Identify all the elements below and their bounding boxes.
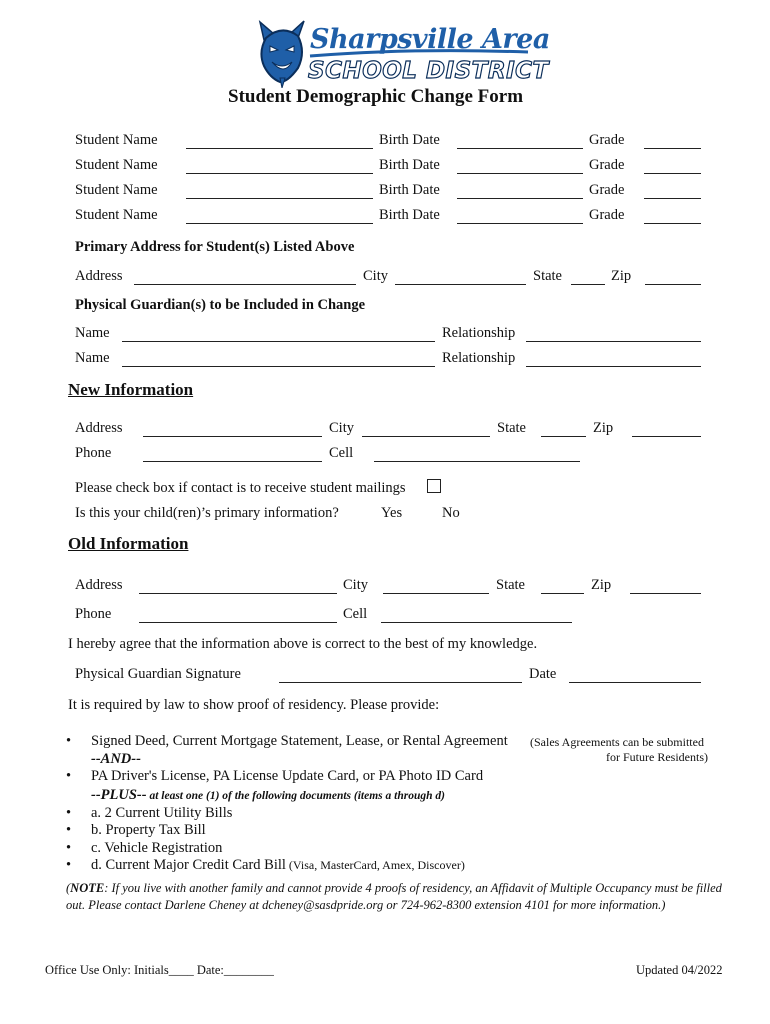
old-phone-label: Phone — [75, 606, 112, 622]
bullet-icon: • — [66, 857, 72, 873]
student-name-field[interactable] — [186, 198, 373, 199]
old-address-field[interactable] — [139, 593, 337, 594]
old-zip-field[interactable] — [630, 593, 701, 594]
old-address-label: Address — [75, 577, 123, 593]
guardian-name-field[interactable] — [122, 341, 435, 342]
proof-item-b: b. Property Tax Bill — [91, 822, 206, 838]
student-name-label: Student Name — [75, 182, 158, 198]
new-cell-label: Cell — [329, 445, 354, 461]
guardian-name-label: Name — [75, 350, 110, 366]
plus-label: --PLUS-- — [91, 787, 147, 803]
new-address-label: Address — [75, 420, 123, 436]
primary-state-label: State — [533, 268, 562, 284]
primary-state-field[interactable] — [571, 284, 605, 285]
student-name-label: Student Name — [75, 157, 158, 173]
primary-zip-label: Zip — [611, 268, 632, 284]
guardian-name-label: Name — [75, 325, 110, 341]
proof-item-license: PA Driver's License, PA License Update Card, or PA Photo ID Card — [91, 768, 484, 784]
signature-field[interactable] — [279, 682, 522, 683]
birth-date-label: Birth Date — [379, 132, 440, 148]
guardian-relationship-field[interactable] — [526, 366, 701, 367]
grade-field[interactable] — [644, 198, 701, 199]
guardians-heading: Physical Guardian(s) to be Included in Change — [75, 297, 366, 313]
mailings-checkbox[interactable] — [427, 479, 441, 493]
guardian-relationship-label: Relationship — [442, 325, 516, 341]
birth-date-field[interactable] — [457, 223, 583, 224]
old-state-label: State — [496, 577, 525, 593]
primary-zip-field[interactable] — [645, 284, 701, 285]
student-name-field[interactable] — [186, 148, 373, 149]
proof-item-d — [91, 857, 465, 873]
note-label: NOTE — [70, 881, 105, 895]
grade-field[interactable] — [644, 148, 701, 149]
primary-info-yes[interactable]: Yes — [381, 505, 403, 521]
bullet-icon: • — [66, 733, 72, 749]
student-name-field[interactable] — [186, 173, 373, 174]
birth-date-field[interactable] — [457, 173, 583, 174]
primary-address-field[interactable] — [134, 284, 356, 285]
grade-label: Grade — [589, 182, 625, 198]
new-state-label: State — [497, 420, 526, 436]
guardian-relationship-label: Relationship — [442, 350, 516, 366]
student-name-label: Student Name — [75, 132, 158, 148]
bullet-icon: • — [66, 822, 72, 838]
new-city-field[interactable] — [362, 436, 490, 437]
primary-info-question: Is this your child(ren)’s primary information? — [75, 505, 339, 521]
primary-city-label: City — [363, 268, 388, 284]
grade-field[interactable] — [644, 223, 701, 224]
birth-date-field[interactable] — [457, 198, 583, 199]
agreement-text: I hereby agree that the information above is correct to the best of my knowledge. — [68, 636, 538, 652]
mailings-label: Please check box if contact is to receive student mailings — [75, 480, 406, 496]
proof-intro: It is required by law to show proof of residency. Please provide: — [68, 697, 440, 713]
guardian-name-field[interactable] — [122, 366, 435, 367]
old-state-field[interactable] — [541, 593, 584, 594]
student-name-label: Student Name — [75, 207, 158, 223]
signature-date-label: Date — [529, 666, 557, 682]
logo-line1: Sharpsville Area — [310, 24, 550, 55]
new-zip-field[interactable] — [632, 436, 701, 437]
grade-label: Grade — [589, 132, 625, 148]
residency-note — [66, 880, 726, 914]
new-phone-label: Phone — [75, 445, 112, 461]
updated-date: Updated 04/2022 — [636, 963, 723, 977]
new-cell-field[interactable] — [374, 461, 580, 462]
grade-label: Grade — [589, 157, 625, 173]
old-city-label: City — [343, 577, 368, 593]
birth-date-label: Birth Date — [379, 182, 440, 198]
proof-item-a: a. 2 Current Utility Bills — [91, 805, 233, 821]
proof-item-deed-note-2: for Future Residents) — [606, 750, 708, 764]
new-information-heading: New Information — [68, 380, 194, 399]
guardian-relationship-field[interactable] — [526, 341, 701, 342]
plus-note: at least one (1) of the following documents (items a through d) — [146, 790, 445, 802]
new-address-field[interactable] — [143, 436, 322, 437]
primary-address-heading: Primary Address for Student(s) Listed Above — [75, 239, 355, 255]
grade-label: Grade — [589, 207, 625, 223]
proof-item-deed-note: (Sales Agreements can be submitted — [530, 735, 704, 749]
old-zip-label: Zip — [591, 577, 612, 593]
new-city-label: City — [329, 420, 354, 436]
district-logo — [258, 18, 550, 88]
bullet-icon: • — [66, 840, 72, 856]
bullet-icon: • — [66, 805, 72, 821]
plus-separator — [91, 787, 445, 804]
proof-item-deed: Signed Deed, Current Mortgage Statement, Lease, or Rental Agreement — [91, 733, 508, 749]
proof-item-c: c. Vehicle Registration — [91, 840, 223, 856]
proof-item-d-note: (Visa, MasterCard, Amex, Discover) — [285, 858, 465, 872]
old-phone-field[interactable] — [139, 622, 337, 623]
old-cell-field[interactable] — [381, 622, 572, 623]
grade-field[interactable] — [644, 173, 701, 174]
student-name-field[interactable] — [186, 223, 373, 224]
old-information-heading: Old Information — [68, 534, 189, 553]
and-separator: --AND-- — [91, 751, 141, 767]
note-open: ( — [66, 881, 71, 895]
new-state-field[interactable] — [541, 436, 586, 437]
logo-line2: SCHOOL DISTRICT — [308, 58, 549, 84]
birth-date-label: Birth Date — [379, 157, 440, 173]
birth-date-field[interactable] — [457, 148, 583, 149]
office-use-only: Office Use Only: Initials____ Date:________ — [45, 963, 274, 977]
primary-address-label: Address — [75, 268, 123, 284]
proof-item-d-label: d. Current Major Credit Card Bill — [91, 857, 286, 873]
signature-label: Physical Guardian Signature — [75, 666, 241, 682]
primary-info-no[interactable]: No — [442, 505, 460, 521]
new-phone-field[interactable] — [143, 461, 322, 462]
signature-date-field[interactable] — [569, 682, 701, 683]
page-title: Student Demographic Change Form — [228, 86, 524, 107]
birth-date-label: Birth Date — [379, 207, 440, 223]
bullet-icon: • — [66, 768, 72, 784]
old-city-field[interactable] — [383, 593, 489, 594]
new-zip-label: Zip — [593, 420, 614, 436]
primary-city-field[interactable] — [395, 284, 526, 285]
note-text: : If you live with another family and cannot provide 4 proofs of residency, an Affidavit of Multiple Occupancy must be filled out. Please contact Darlene Cheney at dcheney@sasdpride.org or 724-962-8300 extension 4101 for more information.) — [66, 881, 722, 912]
old-cell-label: Cell — [343, 606, 368, 622]
